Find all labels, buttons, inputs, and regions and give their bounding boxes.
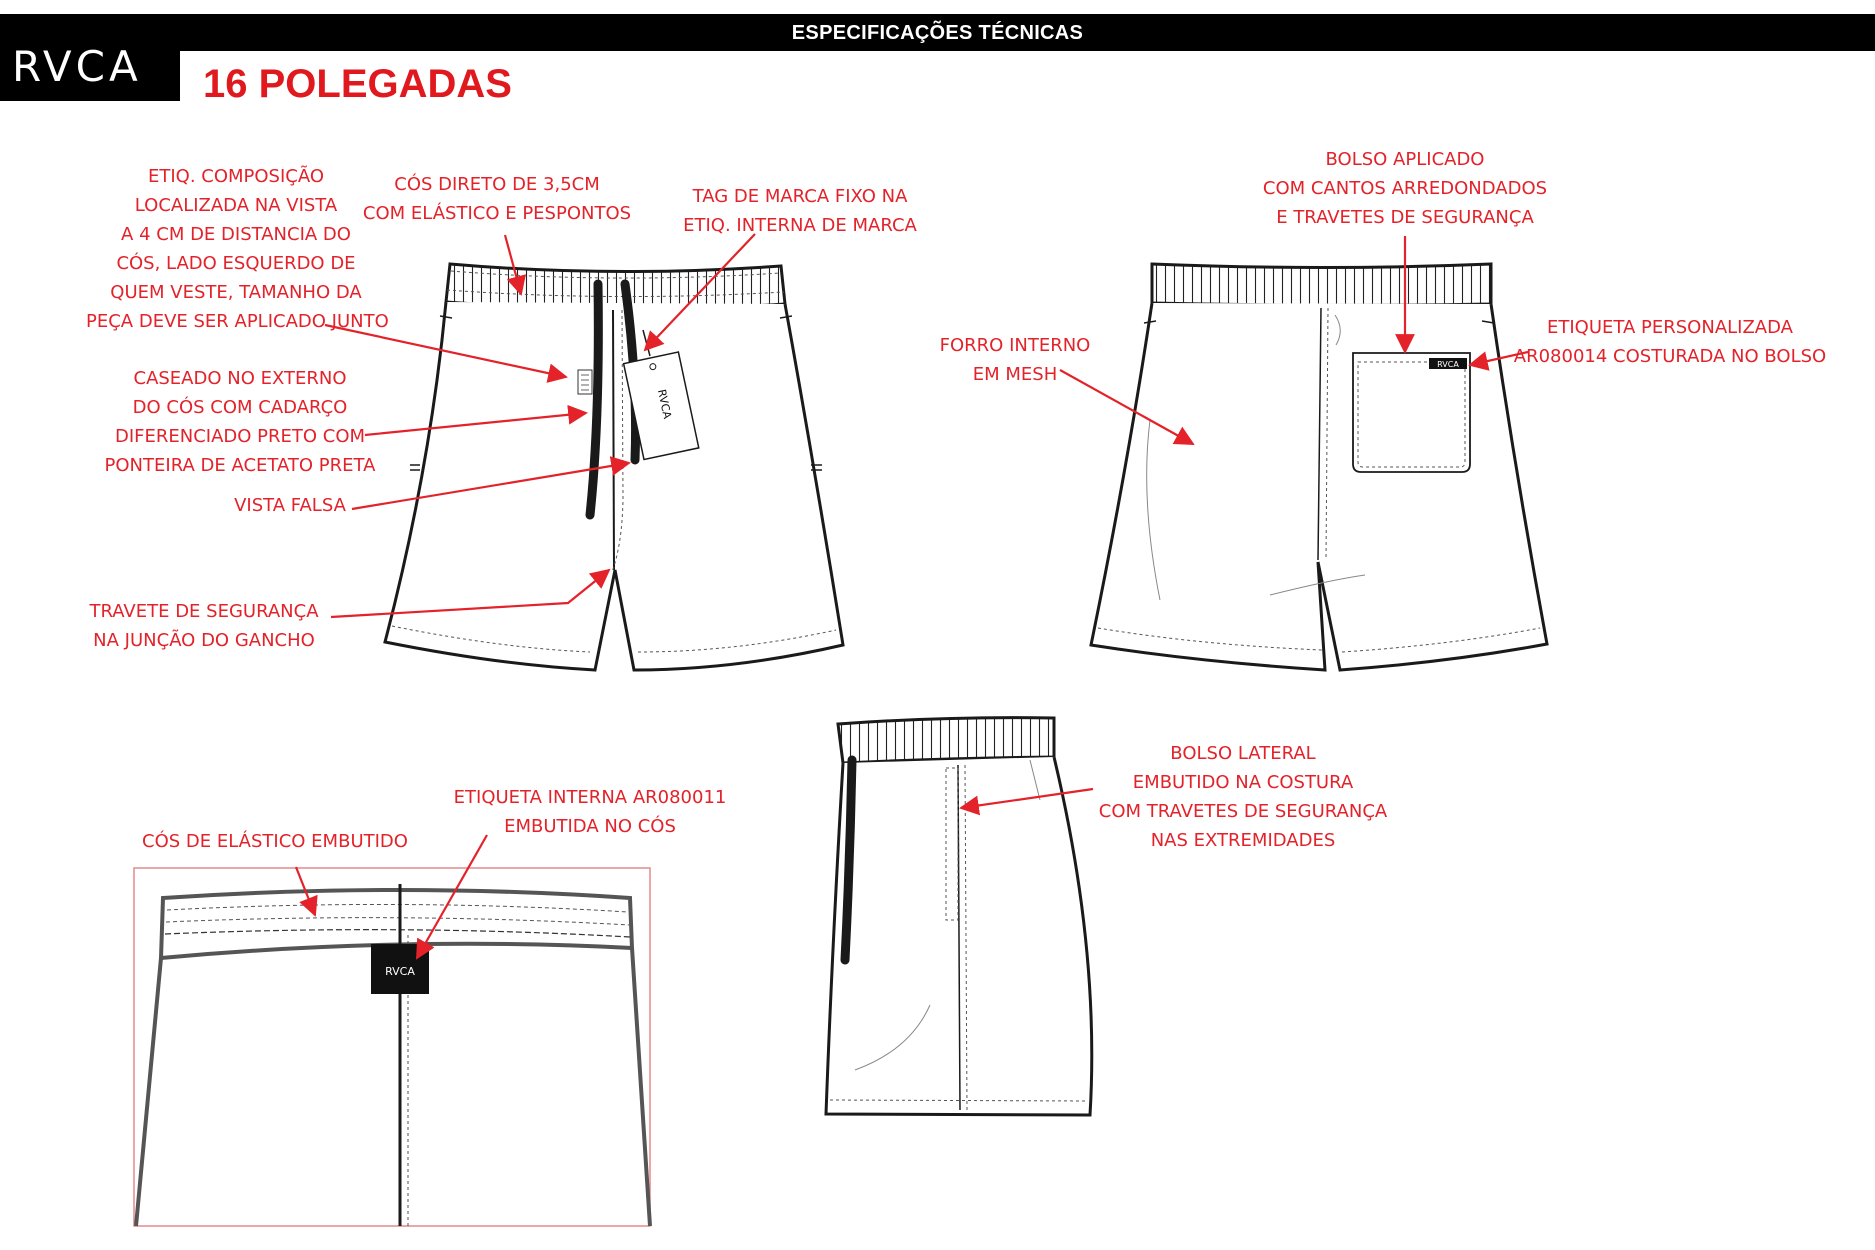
page-title: 16 POLEGADAS (203, 62, 512, 106)
callout-inner-label: ETIQUETA INTERNA AR080011 EMBUTIDA NO CÓS (453, 787, 727, 837)
callout-fake-fly: VISTA FALSA (234, 495, 346, 516)
callout-bartack: TRAVETE DE SEGURANÇA NA JUNÇÃO DO GANCHO (89, 601, 319, 651)
callout-elastic: CÓS DE ELÁSTICO EMBUTIDO (142, 831, 408, 852)
back-view (1091, 264, 1547, 670)
inner-brand-label-logo: RVCA (385, 965, 415, 978)
side-waistband (838, 718, 1054, 763)
callout-waistband: CÓS DIRETO DE 3,5CM COM ELÁSTICO E PESPONTOS (362, 174, 632, 224)
callout-patch-pocket: BOLSO APLICADO COM CANTOS ARREDONDADOS E TRAVETES DE SEGURANÇA (1262, 149, 1548, 228)
hang-tag-logo: RVCA (654, 388, 674, 420)
brand-logo-text: RVCA (12, 42, 142, 91)
callout-mesh-lining: FORRO INTERNO EM MESH (939, 335, 1091, 385)
header-title: ESPECIFICAÇÕES TÉCNICAS (791, 22, 1084, 44)
side-view (826, 718, 1092, 1115)
front-waistband (446, 264, 785, 309)
pocket-label-logo: RVCA (1437, 360, 1459, 369)
callout-custom-label: ETIQUETA PERSONALIZADA AR080014 COSTURADA NO BOLSO (1513, 317, 1827, 367)
callout-brand-tag: TAG DE MARCA FIXO NA ETIQ. INTERNA DE MARCA (683, 186, 917, 236)
callout-drawcord: CASEADO NO EXTERNO DO CÓS COM CADARÇO DIFERENCIADO PRETO COM PONTEIRA DE ACETATO PRETA (104, 368, 376, 476)
back-waistband (1152, 264, 1491, 305)
back-patch-pocket (1353, 353, 1470, 472)
inside-view (134, 868, 650, 1226)
callout-composition-label: ETIQ. COMPOSIÇÃO LOCALIZADA NA VISTA A 4 CM DE DISTANCIA DO CÓS, LADO ESQUERDO DE QUEM VESTE, TAMANHO DA PEÇA DEVE SER APLICADO JUNTO (86, 166, 389, 332)
callout-side-pocket: BOLSO LATERAL EMBUTIDO NA COSTURA COM TRAVETES DE SEGURANÇA NAS EXTREMIDADES (1098, 743, 1388, 851)
